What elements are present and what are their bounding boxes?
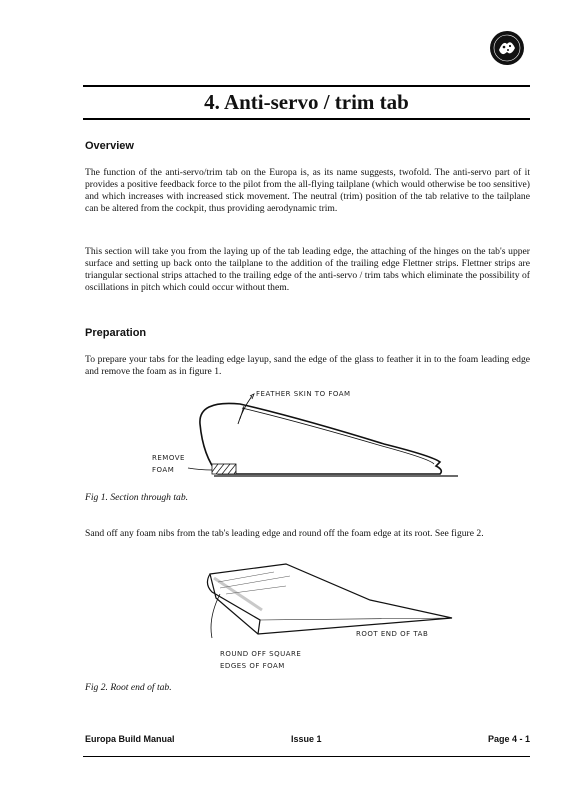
overview-heading: Overview bbox=[85, 140, 134, 152]
title-rule-bottom bbox=[83, 118, 530, 120]
fig1-label-remove-line1: REMOVE bbox=[152, 454, 185, 462]
fig1-label-remove-line2: FOAM bbox=[152, 466, 175, 474]
footer-rule bbox=[83, 756, 530, 757]
fig1-label-feather: FEATHER SKIN TO FOAM bbox=[256, 390, 351, 398]
preparation-heading: Preparation bbox=[85, 327, 147, 339]
fig2-label-root-end: ROOT END OF TAB bbox=[356, 630, 429, 638]
overview-paragraph-1: The function of the anti-servo/trim tab on the Europa is, as its name suggests, twofold. The anti-servo part of it provides a positive feedback force to the pilot from the all-flying tailplane (which would otherwise be too sensitive) and which increases with increased stick movement. The neutral (trim) position of the tab relative to the tailplane can be altered from the cockpit, thus providing aerodynamic trim. bbox=[85, 167, 530, 215]
preparation-paragraph-1: To prepare your tabs for the leading edge layup, sand the edge of the glass to feather it in to the foam leading edge and remove the foam as in figure 1. bbox=[85, 354, 530, 378]
overview-paragraph-2: This section will take you from the laying up of the tab leading edge, the attaching of the hinges on the tab's upper surface and setting up back onto the tailplane to the addition of the trailing edge Flettner strips. Flettner strips are triangular sectional strips attached to the trailing edge of the anti-servo / trim tabs which eliminate the possibility of oscillations in pitch which could occur without them. bbox=[85, 246, 530, 294]
footer-manual-title: Europa Build Manual bbox=[85, 734, 175, 744]
fig2-label-round-line1: ROUND OFF SQUARE bbox=[220, 650, 302, 658]
figure-1-caption: Fig 1. Section through tab. bbox=[85, 492, 189, 503]
europa-logo-icon bbox=[489, 30, 525, 66]
figure-2-root-end-of-tab bbox=[190, 560, 490, 675]
fig2-label-round-line2: EDGES OF FOAM bbox=[220, 662, 285, 670]
preparation-paragraph-2: Sand off any foam nibs from the tab's leading edge and round off the foam edge at its root. See figure 2. bbox=[85, 528, 484, 539]
page-title: 4. Anti-servo / trim tab bbox=[204, 90, 409, 114]
title-rule-top bbox=[83, 85, 530, 87]
figure-1-section-through-tab bbox=[140, 384, 470, 492]
footer-issue: Issue 1 bbox=[291, 734, 322, 744]
footer-page-number: Page 4 - 1 bbox=[487, 734, 530, 744]
figure-2-caption: Fig 2. Root end of tab. bbox=[85, 682, 172, 693]
